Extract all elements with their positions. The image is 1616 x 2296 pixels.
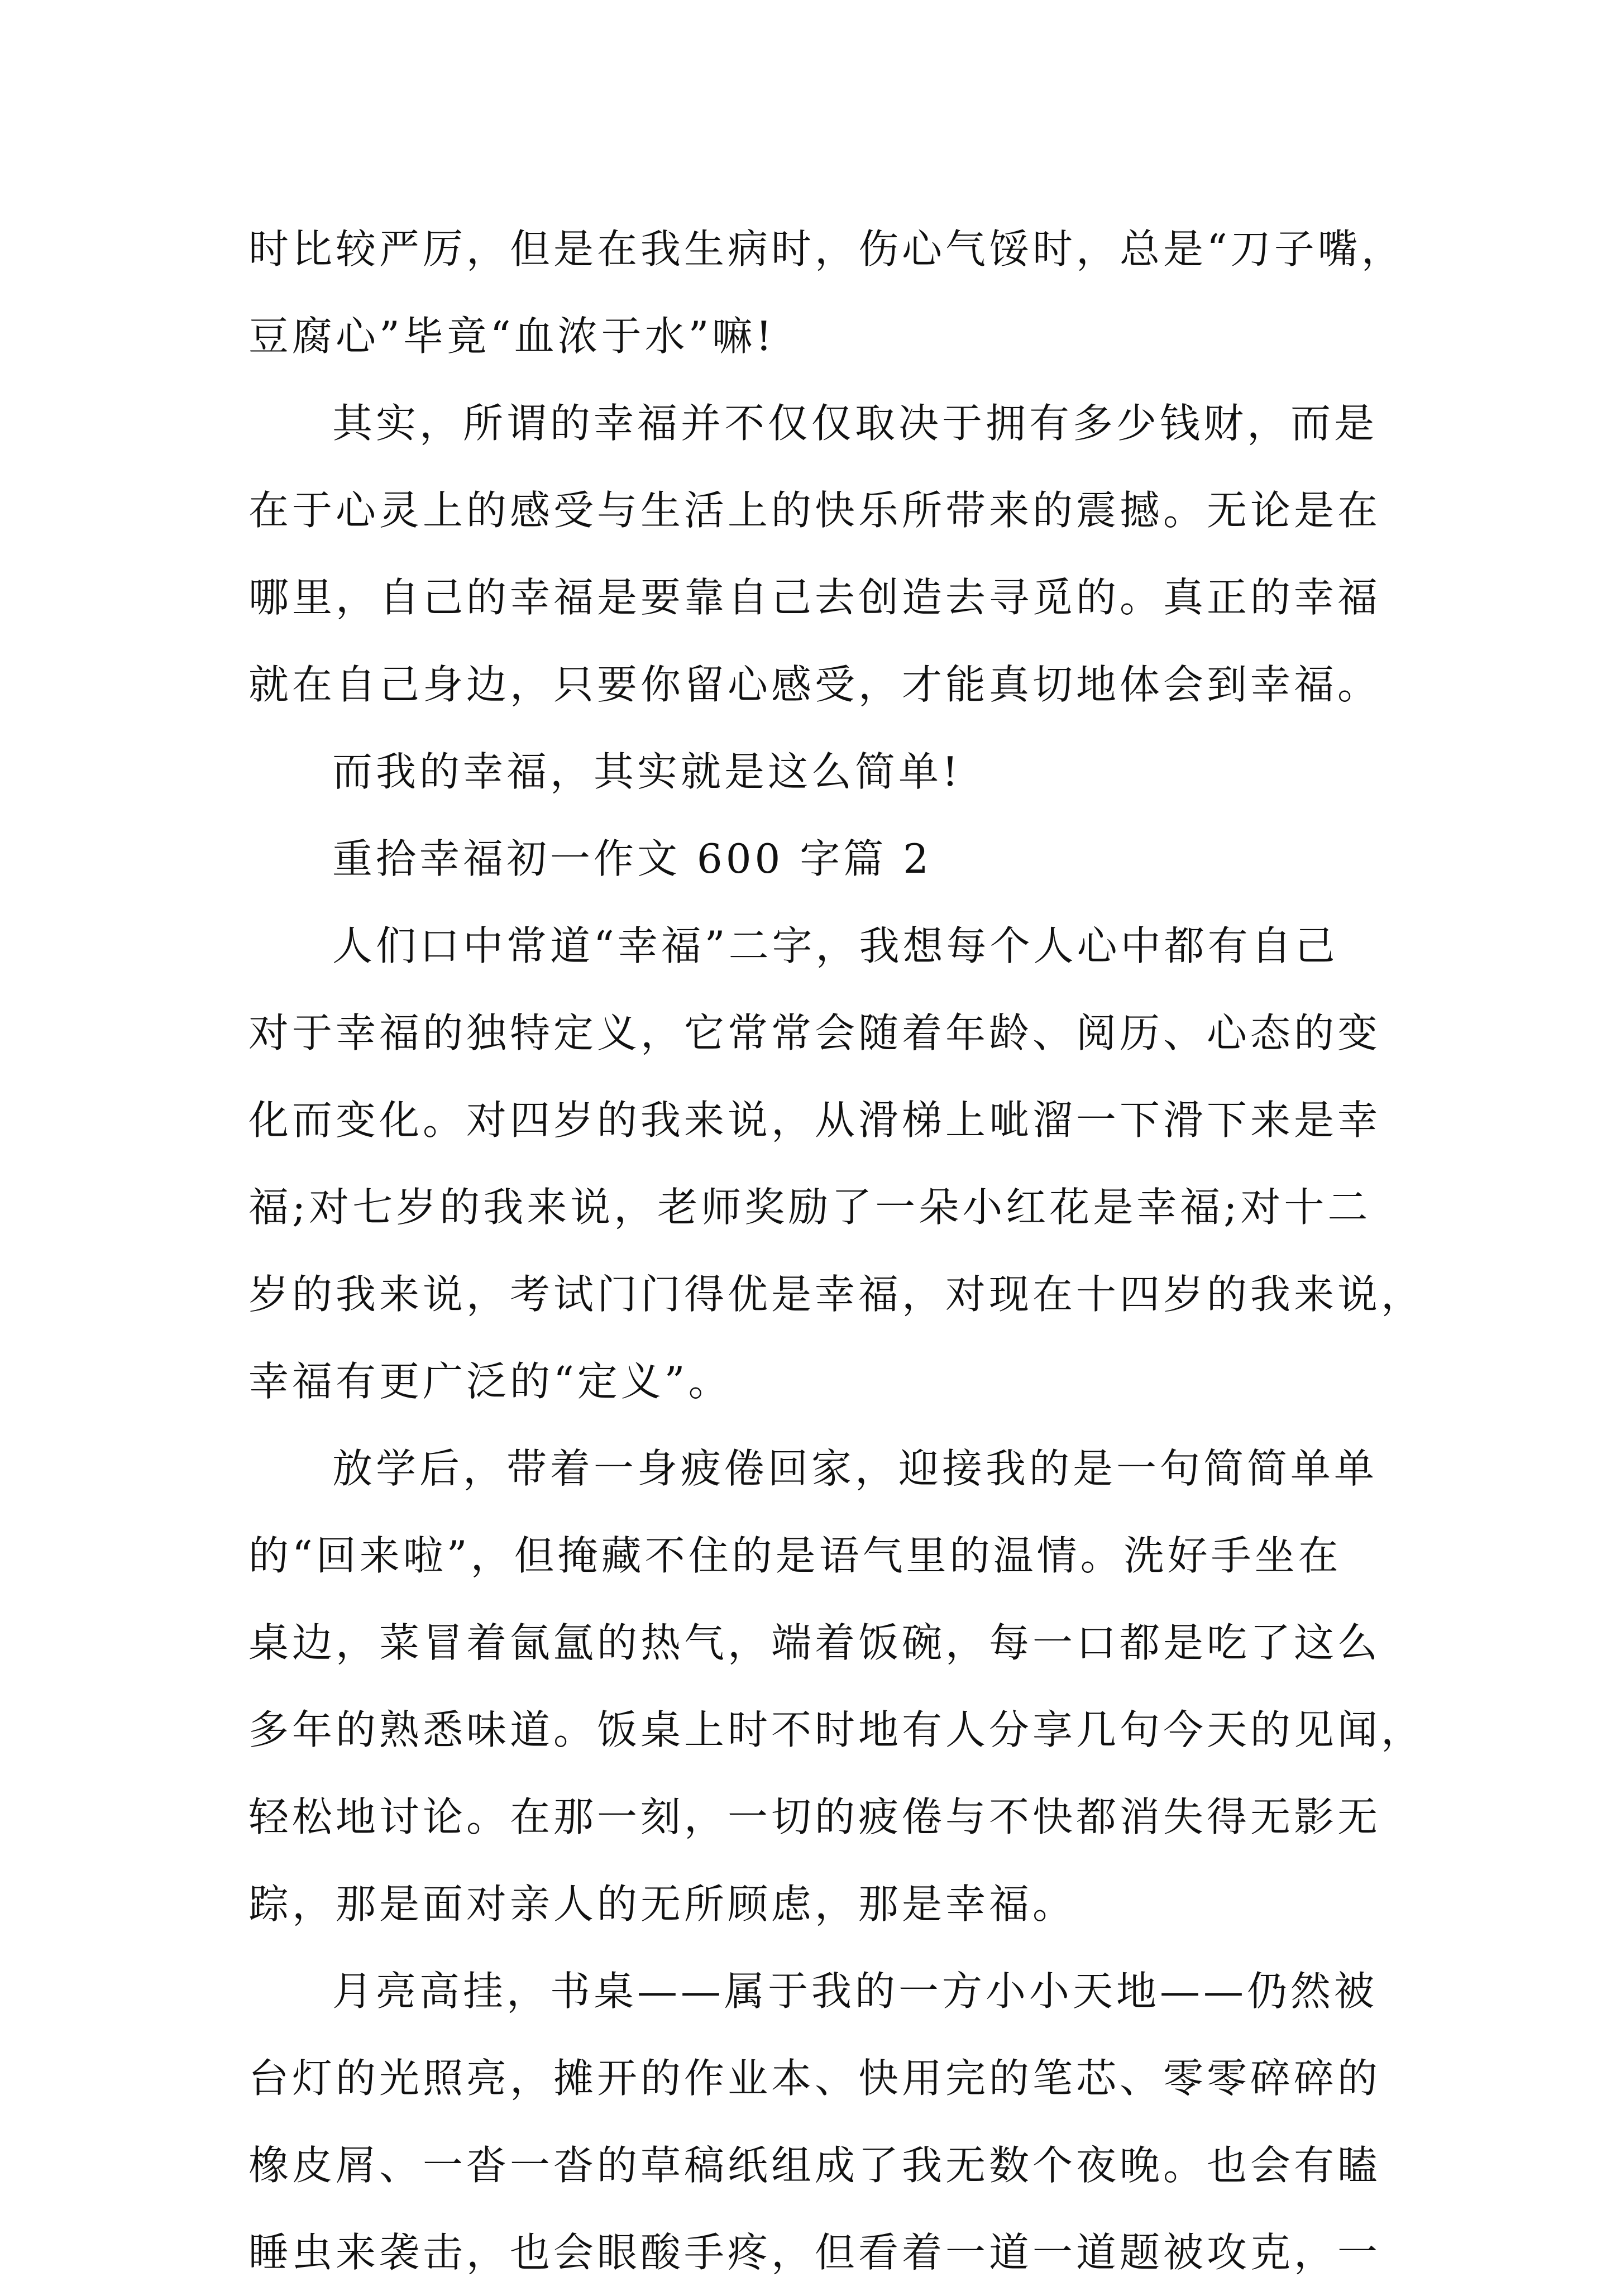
text-line: 岁的我来说，考试门门得优是幸福，对现在十四岁的我来说，: [248, 1271, 1425, 1318]
text-line: 在于心灵上的感受与生活上的快乐所带来的震撼。无论是在: [248, 487, 1381, 534]
text-line: 幸福有更广泛的“定义”。: [248, 1358, 732, 1405]
paragraph-first-line: 其实，所谓的幸福并不仅仅取决于拥有多少钱财，而是: [332, 400, 1378, 447]
paragraph-first-line: 而我的幸福，其实就是这么简单!: [332, 748, 962, 795]
text-line: 的“回来啦”，但掩藏不住的是语气里的温情。洗好手坐在: [248, 1532, 1342, 1579]
text-line: 福;对七岁的我来说，老师奖励了一朵小红花是幸福;对十二: [248, 1184, 1371, 1231]
paragraph-first-line: 人们口中常道“幸福”二字，我想每个人心中都有自己: [332, 922, 1338, 969]
text-line: 就在自己身边，只要你留心感受，才能真切地体会到幸福。: [248, 661, 1381, 708]
text-line: 多年的熟悉味道。饭桌上时不时地有人分享几句今天的见闻，: [248, 1706, 1425, 1753]
text-line: 睡虫来袭击，也会眼酸手疼，但看着一道一道题被攻克，一: [248, 2229, 1381, 2276]
text-line: 橡皮屑、一沓一沓的草稿纸组成了我无数个夜晚。也会有瞌: [248, 2142, 1381, 2189]
text-line: 桌边，菜冒着氤氲的热气，端着饭碗，每一口都是吃了这么: [248, 1619, 1381, 1666]
text-line: 踪，那是面对亲人的无所顾虑，那是幸福。: [248, 1881, 1077, 1927]
section-heading: 重拾幸福初一作文 600 字篇 2: [332, 835, 932, 882]
text-line: 轻松地讨论。在那一刻，一切的疲倦与不快都消失得无影无: [248, 1793, 1381, 1840]
text-line: 化而变化。对四岁的我来说，从滑梯上呲溜一下滑下来是幸: [248, 1097, 1381, 1144]
text-line: 哪里，自己的幸福是要靠自己去创造去寻觅的。真正的幸福: [248, 574, 1381, 621]
text-line: 台灯的光照亮，摊开的作业本、快用完的笔芯、零零碎碎的: [248, 2055, 1381, 2102]
text-line: 时比较严厉，但是在我生病时，伤心气馁时，总是“刀子嘴，: [248, 226, 1405, 272]
text-line: 对于幸福的独特定义，它常常会随着年龄、阅历、心态的变: [248, 1010, 1381, 1056]
paragraph-first-line: 放学后，带着一身疲倦回家，迎接我的是一句简简单单: [332, 1445, 1378, 1492]
document-body: [248, 205, 1425, 2296]
text-line: 豆腐心”毕竟“血浓于水”嘛!: [248, 313, 776, 360]
paragraph-first-line: 月亮高挂，书桌——属于我的一方小小天地——仍然被: [332, 1968, 1378, 2015]
